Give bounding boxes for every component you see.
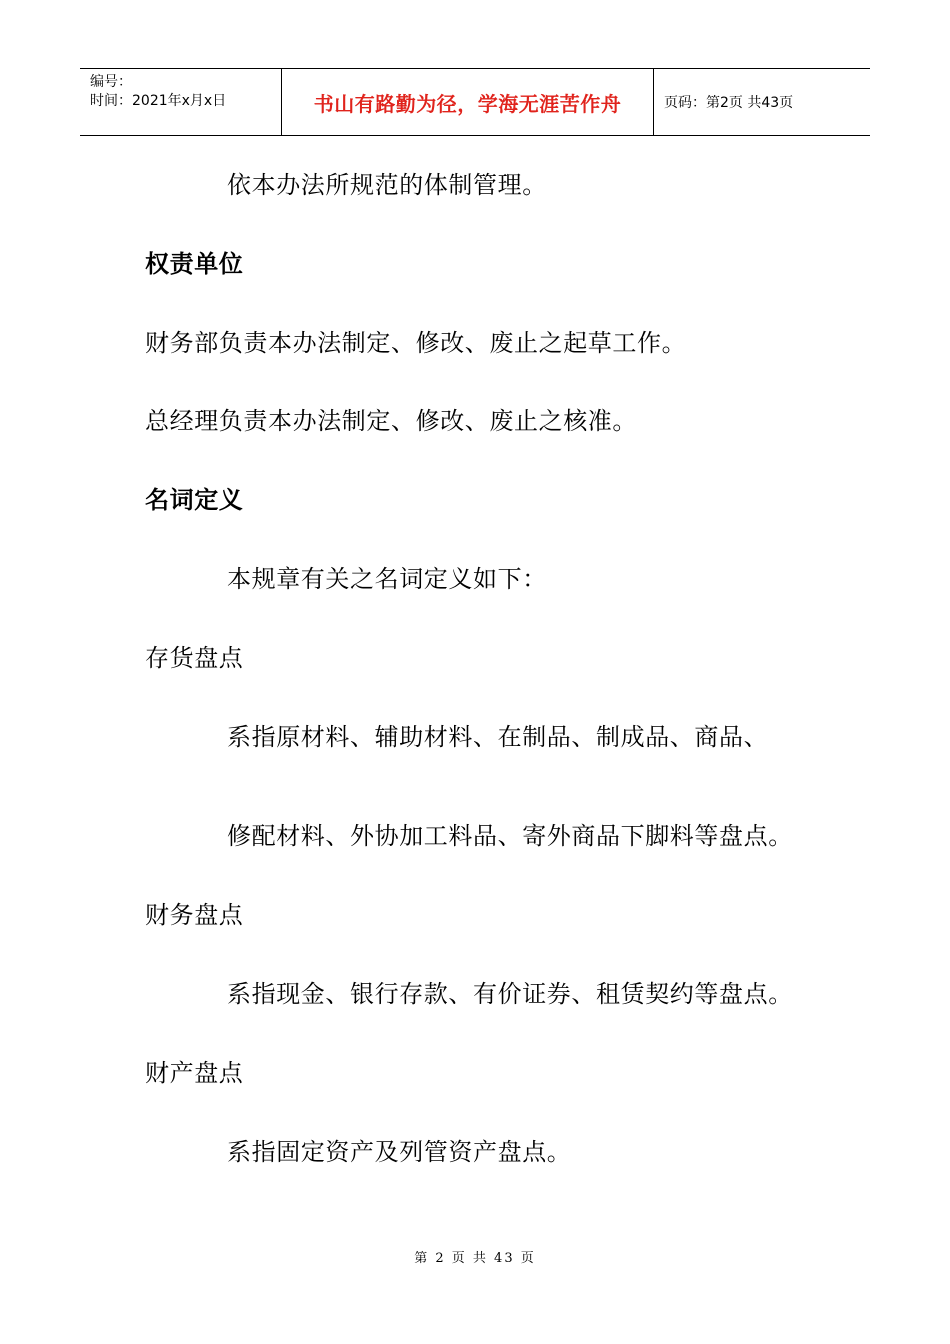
section-heading-definitions: 名词定义 — [145, 486, 244, 514]
header-page-info: 页码：第2页 共43页 — [664, 95, 794, 111]
document-header — [80, 68, 870, 136]
body-paragraph: 总经理负责本办法制定、修改、废止之核准。 — [145, 407, 637, 435]
term-definition: 系指原材料、辅助材料、在制品、制成品、商品、 — [227, 723, 769, 751]
header-meta — [80, 69, 282, 135]
term-label: 存货盘点 — [145, 644, 244, 672]
term-definition: 系指现金、银行存款、有价证券、租赁契约等盘点。 — [227, 980, 793, 1008]
body-paragraph: 财务部负责本办法制定、修改、废止之起草工作。 — [145, 329, 687, 357]
term-definition: 修配材料、外协加工料品、寄外商品下脚料等盘点。 — [227, 822, 793, 850]
section-heading-responsibility: 权责单位 — [145, 250, 244, 278]
term-label: 财产盘点 — [145, 1059, 244, 1087]
header-motto: 书山有路勤为径，学海无涯苦作舟 — [282, 69, 654, 135]
body-paragraph: 本规章有关之名词定义如下： — [227, 565, 547, 593]
term-label: 财务盘点 — [145, 901, 244, 929]
document-number-label: 编号： — [90, 74, 132, 90]
page-footer: 第 2 页 共 43 页 — [414, 1251, 536, 1266]
body-paragraph: 依本办法所规范的体制管理。 — [227, 171, 547, 199]
document-time-label: 时间：2021年x月x日 — [90, 93, 227, 109]
term-definition: 系指固定资产及列管资产盘点。 — [227, 1138, 572, 1166]
